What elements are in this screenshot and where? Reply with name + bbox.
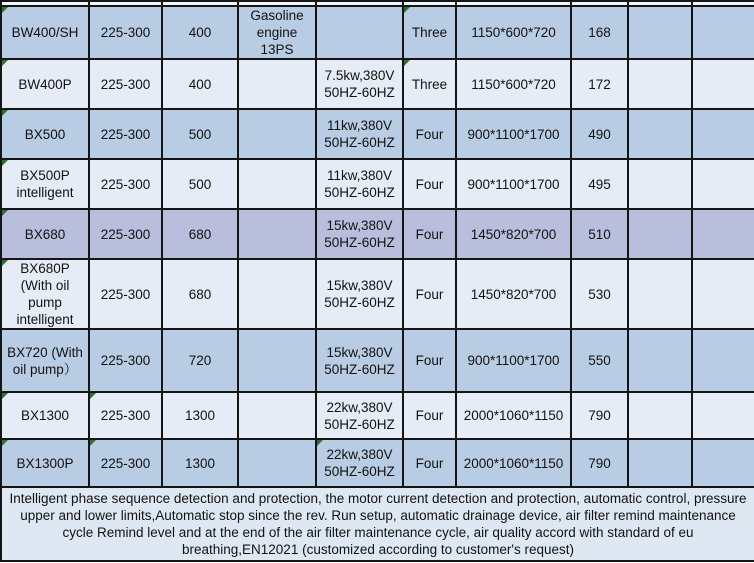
footer-note: Intelligent phase sequence detection and protection, the motor current detection and protection, automatic control, pressure upper and lower limits,Automatic stop since the rev. Run setup, automatic drainage device, air filter remind maintenance cycle Remind level and at the end of the air filter maintenance cycle, air quality accord with standard of eu breathing,EN12021 (customized according to customer's request): [1, 487, 754, 561]
cell-blank: [692, 439, 754, 487]
cell-pressure-range: 225-300: [89, 392, 162, 439]
cell-weight: 790: [571, 392, 628, 439]
cell-blank: [628, 392, 692, 439]
cell-stage-count: Three: [403, 6, 456, 59]
cell-engine-drive: [238, 109, 316, 159]
cell-dimensions: 900*1100*1700: [456, 159, 571, 209]
cell-corner-marker-icon: [2, 260, 8, 266]
cell-engine-drive: [238, 439, 316, 487]
cell-dimensions: 1150*600*720: [456, 6, 571, 59]
table-row: [1, 159, 754, 209]
cell-blank: [692, 109, 754, 159]
cell-air-delivery: 1300: [162, 392, 238, 439]
cell-pressure-range: 225-300: [89, 259, 162, 329]
cell-weight: 790: [571, 439, 628, 487]
table-row: [1, 109, 754, 159]
cell-blank: [628, 329, 692, 392]
cell-corner-marker-icon: [2, 160, 8, 166]
cell-air-delivery: 500: [162, 109, 238, 159]
table-row: [1, 259, 754, 329]
cell-dimensions: 1450*820*700: [456, 259, 571, 329]
cell-stage-count: Four: [403, 439, 456, 487]
cell-stage-count: Four: [403, 209, 456, 259]
cell-motor-power: 7.5kw,380V 50HZ-60HZ: [316, 59, 403, 109]
table-row: [1, 439, 754, 487]
cell-blank: [628, 439, 692, 487]
cell-blank: [692, 329, 754, 392]
cell-engine-drive: [238, 159, 316, 209]
cell-stage-count: Four: [403, 109, 456, 159]
cell-blank: [628, 159, 692, 209]
cell-motor-power: 15kw,380V 50HZ-60HZ: [316, 259, 403, 329]
cell-motor-power: 11kw,380V 50HZ-60HZ: [316, 109, 403, 159]
cell-blank: [628, 59, 692, 109]
cell-weight: 172: [571, 59, 628, 109]
cell-pressure-range: 225-300: [89, 59, 162, 109]
cell-model: BW400/SH: [1, 6, 89, 59]
table-row: [1, 392, 754, 439]
cell-weight: 550: [571, 329, 628, 392]
cell-corner-marker-icon: [90, 440, 96, 446]
table-row: [1, 59, 754, 109]
cell-blank: [628, 6, 692, 59]
cell-corner-marker-icon: [2, 393, 8, 399]
cell-model: BX680P (With oil pump intelligent: [1, 259, 89, 329]
cell-dimensions: 2000*1060*1150: [456, 439, 571, 487]
cell-corner-marker-icon: [404, 7, 410, 13]
cell-motor-power: [316, 6, 403, 59]
table-row: [1, 209, 754, 259]
footer-row: [1, 487, 754, 561]
table-row: [1, 329, 754, 392]
cell-stage-count: Four: [403, 392, 456, 439]
cell-model: BX500P intelligent: [1, 159, 89, 209]
cell-motor-power: 15kw,380V 50HZ-60HZ: [316, 329, 403, 392]
cell-weight: 490: [571, 109, 628, 159]
cell-engine-drive: [238, 59, 316, 109]
cell-pressure-range: 225-300: [89, 159, 162, 209]
cell-blank: [628, 259, 692, 329]
cell-air-delivery: 680: [162, 209, 238, 259]
cell-motor-power: 15kw,380V 50HZ-60HZ: [316, 209, 403, 259]
cell-corner-marker-icon: [2, 440, 8, 446]
cell-corner-marker-icon: [2, 60, 8, 66]
cell-corner-marker-icon: [317, 440, 323, 446]
cell-weight: 495: [571, 159, 628, 209]
cell-engine-drive: [238, 392, 316, 439]
cell-pressure-range: 225-300: [89, 329, 162, 392]
cell-corner-marker-icon: [2, 210, 8, 216]
cell-weight: 530: [571, 259, 628, 329]
spec-table-body: [1, 1, 754, 487]
cell-air-delivery: 400: [162, 6, 238, 59]
cell-blank: [692, 6, 754, 59]
cell-weight: 510: [571, 209, 628, 259]
cell-blank: [692, 209, 754, 259]
cell-model: BX1300P: [1, 439, 89, 487]
cell-stage-count: Four: [403, 259, 456, 329]
cell-blank: [692, 392, 754, 439]
cell-corner-marker-icon: [90, 393, 96, 399]
cell-pressure-range: 225-300: [89, 6, 162, 59]
cell-blank: [628, 209, 692, 259]
cell-motor-power: 22kw,380V 50HZ-60HZ: [316, 439, 403, 487]
cell-engine-drive: [238, 209, 316, 259]
cell-air-delivery: 720: [162, 329, 238, 392]
cell-air-delivery: 500: [162, 159, 238, 209]
cell-stage-count: Four: [403, 159, 456, 209]
cell-motor-power: 11kw,380V 50HZ-60HZ: [316, 159, 403, 209]
table-row: [1, 6, 754, 59]
cell-pressure-range: 225-300: [89, 439, 162, 487]
cell-pressure-range: 225-300: [89, 109, 162, 159]
cell-stage-count: Three: [403, 59, 456, 109]
cell-corner-marker-icon: [2, 110, 8, 116]
cell-dimensions: 2000*1060*1150: [456, 392, 571, 439]
cell-blank: [692, 59, 754, 109]
cell-engine-drive: [238, 259, 316, 329]
cell-model: BX680: [1, 209, 89, 259]
cell-engine-drive: [238, 329, 316, 392]
cell-model: BW400P: [1, 59, 89, 109]
cell-engine-drive: Gasoline engine 13PS: [238, 6, 316, 59]
cell-model: BX720 (With oil pump）: [1, 329, 89, 392]
cell-corner-marker-icon: [2, 7, 8, 13]
cell-blank: [692, 159, 754, 209]
cell-blank: [628, 109, 692, 159]
cell-weight: 168: [571, 6, 628, 59]
cell-air-delivery: 1300: [162, 439, 238, 487]
cell-air-delivery: 680: [162, 259, 238, 329]
cell-air-delivery: 400: [162, 59, 238, 109]
cell-pressure-range: 225-300: [89, 209, 162, 259]
cell-dimensions: 900*1100*1700: [456, 329, 571, 392]
cell-stage-count: Four: [403, 329, 456, 392]
cell-dimensions: 1450*820*700: [456, 209, 571, 259]
cell-model: BX500: [1, 109, 89, 159]
cell-dimensions: 1150*600*720: [456, 59, 571, 109]
cell-corner-marker-icon: [404, 60, 410, 66]
cell-model: BX1300: [1, 392, 89, 439]
cell-motor-power: 22kw,380V 50HZ-60HZ: [316, 392, 403, 439]
cell-blank: [692, 259, 754, 329]
cell-dimensions: 900*1100*1700: [456, 109, 571, 159]
spec-table-footer: [1, 487, 754, 561]
